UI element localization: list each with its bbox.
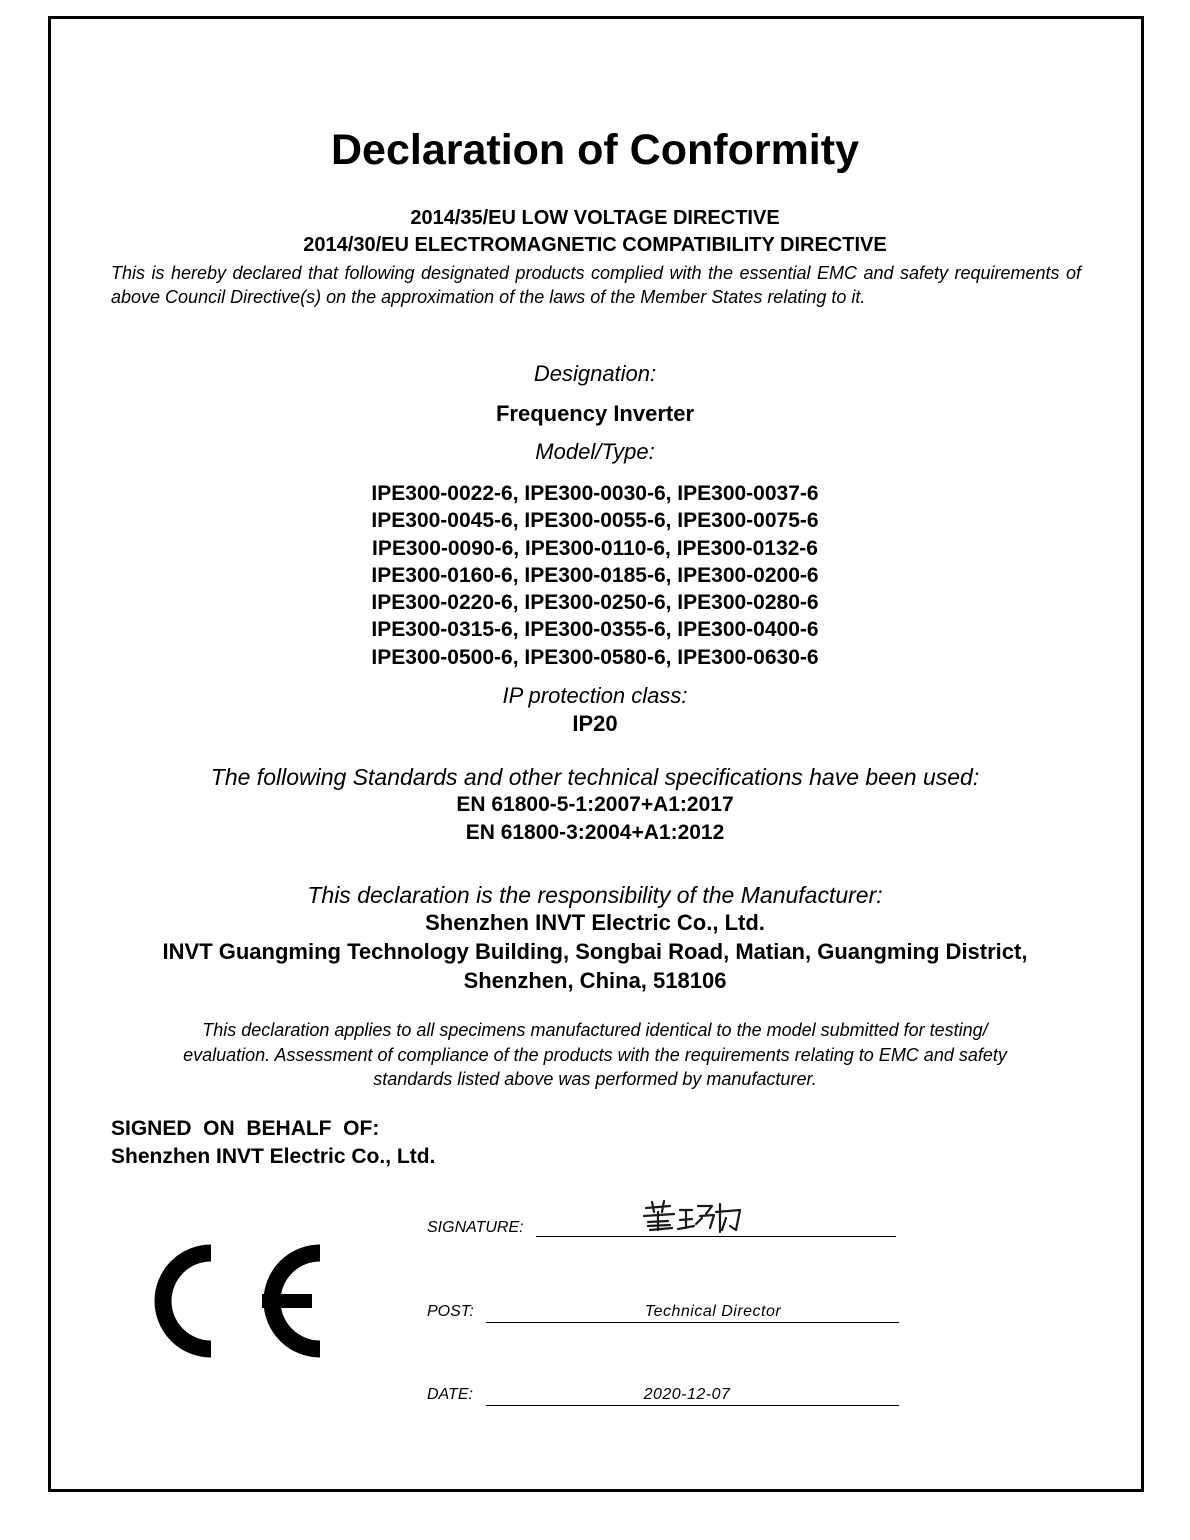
note-line: evaluation. Assessment of compliance of the products with the requirements relating to EMC and safety — [183, 1044, 1007, 1065]
intro-paragraph: This is hereby declared that following designated products complied with the essential EMC and safety requirements of above Council Directive(s) on the approximation of the laws of the Member States relating to it. — [111, 263, 1081, 307]
manufacturer-address-line1: INVT Guangming Technology Building, Songbai Road, Matian, Guangming District, — [162, 939, 1028, 964]
ce-mark-logo — [148, 1238, 324, 1364]
directive-emc: 2014/30/EU ELECTROMAGNETIC COMPATIBILITY DIRECTIVE — [303, 234, 887, 256]
model-line: IPE300-0315-6, IPE300-0355-6, IPE300-0400-6 — [371, 618, 819, 642]
post-line — [486, 1322, 899, 1323]
model-line: IPE300-0090-6, IPE300-0110-6, IPE300-0132-6 — [372, 536, 818, 560]
standards-label: The following Standards and other technical specifications have been used: — [210, 764, 980, 790]
post-value: Technical Director — [644, 1303, 782, 1320]
directive-low-voltage: 2014/35/EU LOW VOLTAGE DIRECTIVE — [410, 207, 780, 229]
model-line: IPE300-0022-6, IPE300-0030-6, IPE300-0037-6 — [371, 482, 819, 505]
handwritten-signature — [640, 1198, 750, 1238]
model-line: IPE300-0160-6, IPE300-0185-6, IPE300-0200-6 — [371, 563, 819, 587]
designation-value: Frequency Inverter — [495, 401, 695, 426]
signed-company: Shenzhen INVT Electric Co., Ltd. — [111, 1145, 436, 1168]
applicability-note — [0, 1018, 1190, 1092]
post-label: POST: — [427, 1303, 474, 1320]
manufacturer-name: Shenzhen INVT Electric Co., Ltd. — [425, 910, 765, 935]
date-line — [486, 1405, 899, 1406]
date-value: 2020-12-07 — [643, 1386, 731, 1403]
manufacturer-address-line2: Shenzhen, China, 518106 — [463, 968, 727, 993]
designation-label: Designation: — [533, 361, 657, 386]
signed-block — [111, 1115, 435, 1171]
date-label: DATE: — [427, 1386, 473, 1403]
model-line: IPE300-0045-6, IPE300-0055-6, IPE300-0075-6 — [371, 509, 819, 533]
model-line: IPE300-0500-6, IPE300-0580-6, IPE300-0630-6 — [371, 645, 819, 669]
ip-value: IP20 — [572, 711, 618, 736]
note-line: standards listed above was performed by manufacturer. — [373, 1069, 817, 1089]
note-line: This declaration applies to all specimens manufactured identical to the model submitted for testing/ — [202, 1020, 988, 1040]
standard-item: EN 61800-3:2004+A1:2012 — [465, 821, 725, 844]
model-list — [0, 480, 1190, 671]
standard-item: EN 61800-5-1:2007+A1:2017 — [456, 793, 734, 816]
model-line: IPE300-0220-6, IPE300-0250-6, IPE300-0280-6 — [371, 591, 819, 615]
ip-label: IP protection class: — [502, 683, 688, 708]
document-title: Declaration of Conformity — [331, 126, 859, 174]
model-label: Model/Type: — [535, 439, 655, 464]
signed-on-behalf-label: SIGNED ON BEHALF OF: — [111, 1117, 380, 1140]
signature-label: SIGNATURE: — [427, 1219, 524, 1236]
responsibility-label: This declaration is the responsibility of the Manufacturer: — [307, 882, 883, 908]
